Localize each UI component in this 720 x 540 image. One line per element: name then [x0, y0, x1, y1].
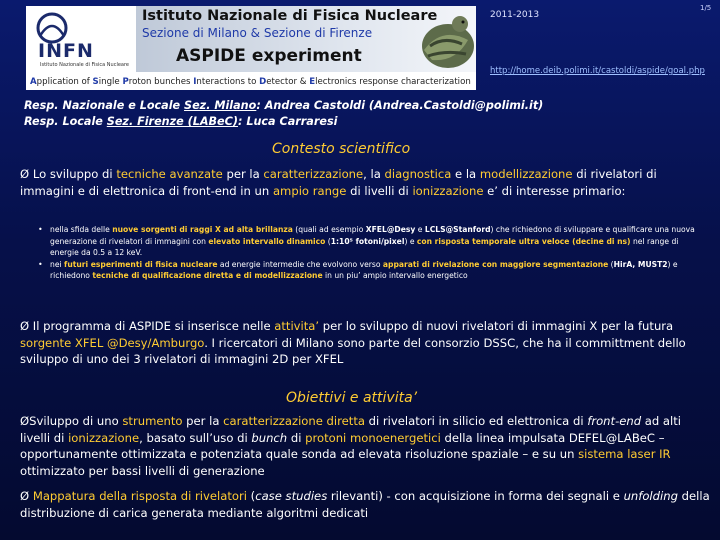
bullet-list — [38, 224, 708, 282]
project-years: 2011-2013 — [490, 10, 540, 20]
paragraph-mappatura: Ø Mappatura della risposta di rivelatori (case studies rilevanti) - con acquisizione in forma dei segnali e unfolding della distribuzione di carica generata mediante algoritmi dedicati — [20, 489, 710, 520]
paragraph-sviluppo: ØSviluppo di uno strumento per la caratterizzazione diretta di rivelatori in silicio ed elettronica di front-end ad alti livelli di ionizzazione, basato sull’uso di bunch di protoni monoenergetici della linea impulsata DEFEL@LABeC – opportunamente ottimizzata e potenziata quale sonda ad elevata risoluzione spaziale – e su un sistema laser IR ottimizzato per bassi livelli di generazione — [20, 414, 682, 478]
page-number: 1/5 — [700, 4, 712, 12]
project-url-link[interactable]: http://home.deib.polimi.it/castoldi/aspide/goal.php — [490, 66, 705, 76]
resp-local: Resp. Locale Sez. Firenze (LABeC): Luca Carraresi — [24, 115, 338, 128]
infn-logo — [30, 10, 134, 72]
snake-icon — [412, 6, 476, 76]
paragraph-context: Ø Lo sviluppo di tecniche avanzate per la caratterizzazione, la diagnostica e la modellizzazione di rivelatori di immagini e di elettronica di front-end in un ampio range di livelli di ionizzazione e’ di interesse primario: — [20, 167, 657, 198]
list-item: • nei futuri esperimenti di fisica nucleare ad energie intermedie che evolvono verso apparati di rivelazione con maggiore segmentazione (HirA, MUST2) e richiedono tecniche di qualificazione diretta e di modellizzazione in un piu’ ampio intervallo energetico — [38, 259, 678, 280]
infn-logo-text: INFN — [38, 40, 94, 62]
institute-subtitle: Sezione di Milano & Sezione di Firenze — [142, 26, 373, 40]
experiment-title: ASPIDE experiment — [176, 46, 362, 66]
list-item: • nella sfida delle nuove sorgenti di raggi X ad alta brillanza (quali ad esempio XFEL@Desy e LCLS@Stanford) che richiedono di sviluppare e qualificare una nuova generazione di rivelatori di immagini con elevato intervallo dinamico (1:10⁵ fotoni/pixel) e con risposta temporale ultra veloce (decine di ns) nel range di energie da 0.5 a 12 keV. — [38, 225, 695, 257]
header-banner — [26, 6, 476, 90]
acronym-line: Application of Single Proton bunches Interactions to Detector & Electronics response characterization — [30, 77, 471, 87]
section-heading-contesto: Contesto scientifico — [272, 141, 411, 157]
infn-logo-caption: Istituto Nazionale di Fisica Nucleare — [40, 62, 129, 68]
institute-title: Istituto Nazionale di Fisica Nucleare — [142, 8, 438, 24]
paragraph-programma: Ø Il programma di ASPIDE si inserisce nelle attivita’ per lo sviluppo di nuovi rivelatori di immagini X per la futura sorgente XFEL @Desy/Amburgo. I ricercatori di Milano sono parte del consorzio DSSC, che ha il committment dello sviluppo di uno dei 3 rivelatori di immagini 2D per XFEL — [20, 319, 686, 366]
section-heading-obiettivi: Obiettivi e attivita’ — [286, 390, 418, 406]
resp-national: Resp. Nazionale e Locale Sez. Milano: Andrea Castoldi (Andrea.Castoldi@polimi.it) — [24, 99, 544, 112]
